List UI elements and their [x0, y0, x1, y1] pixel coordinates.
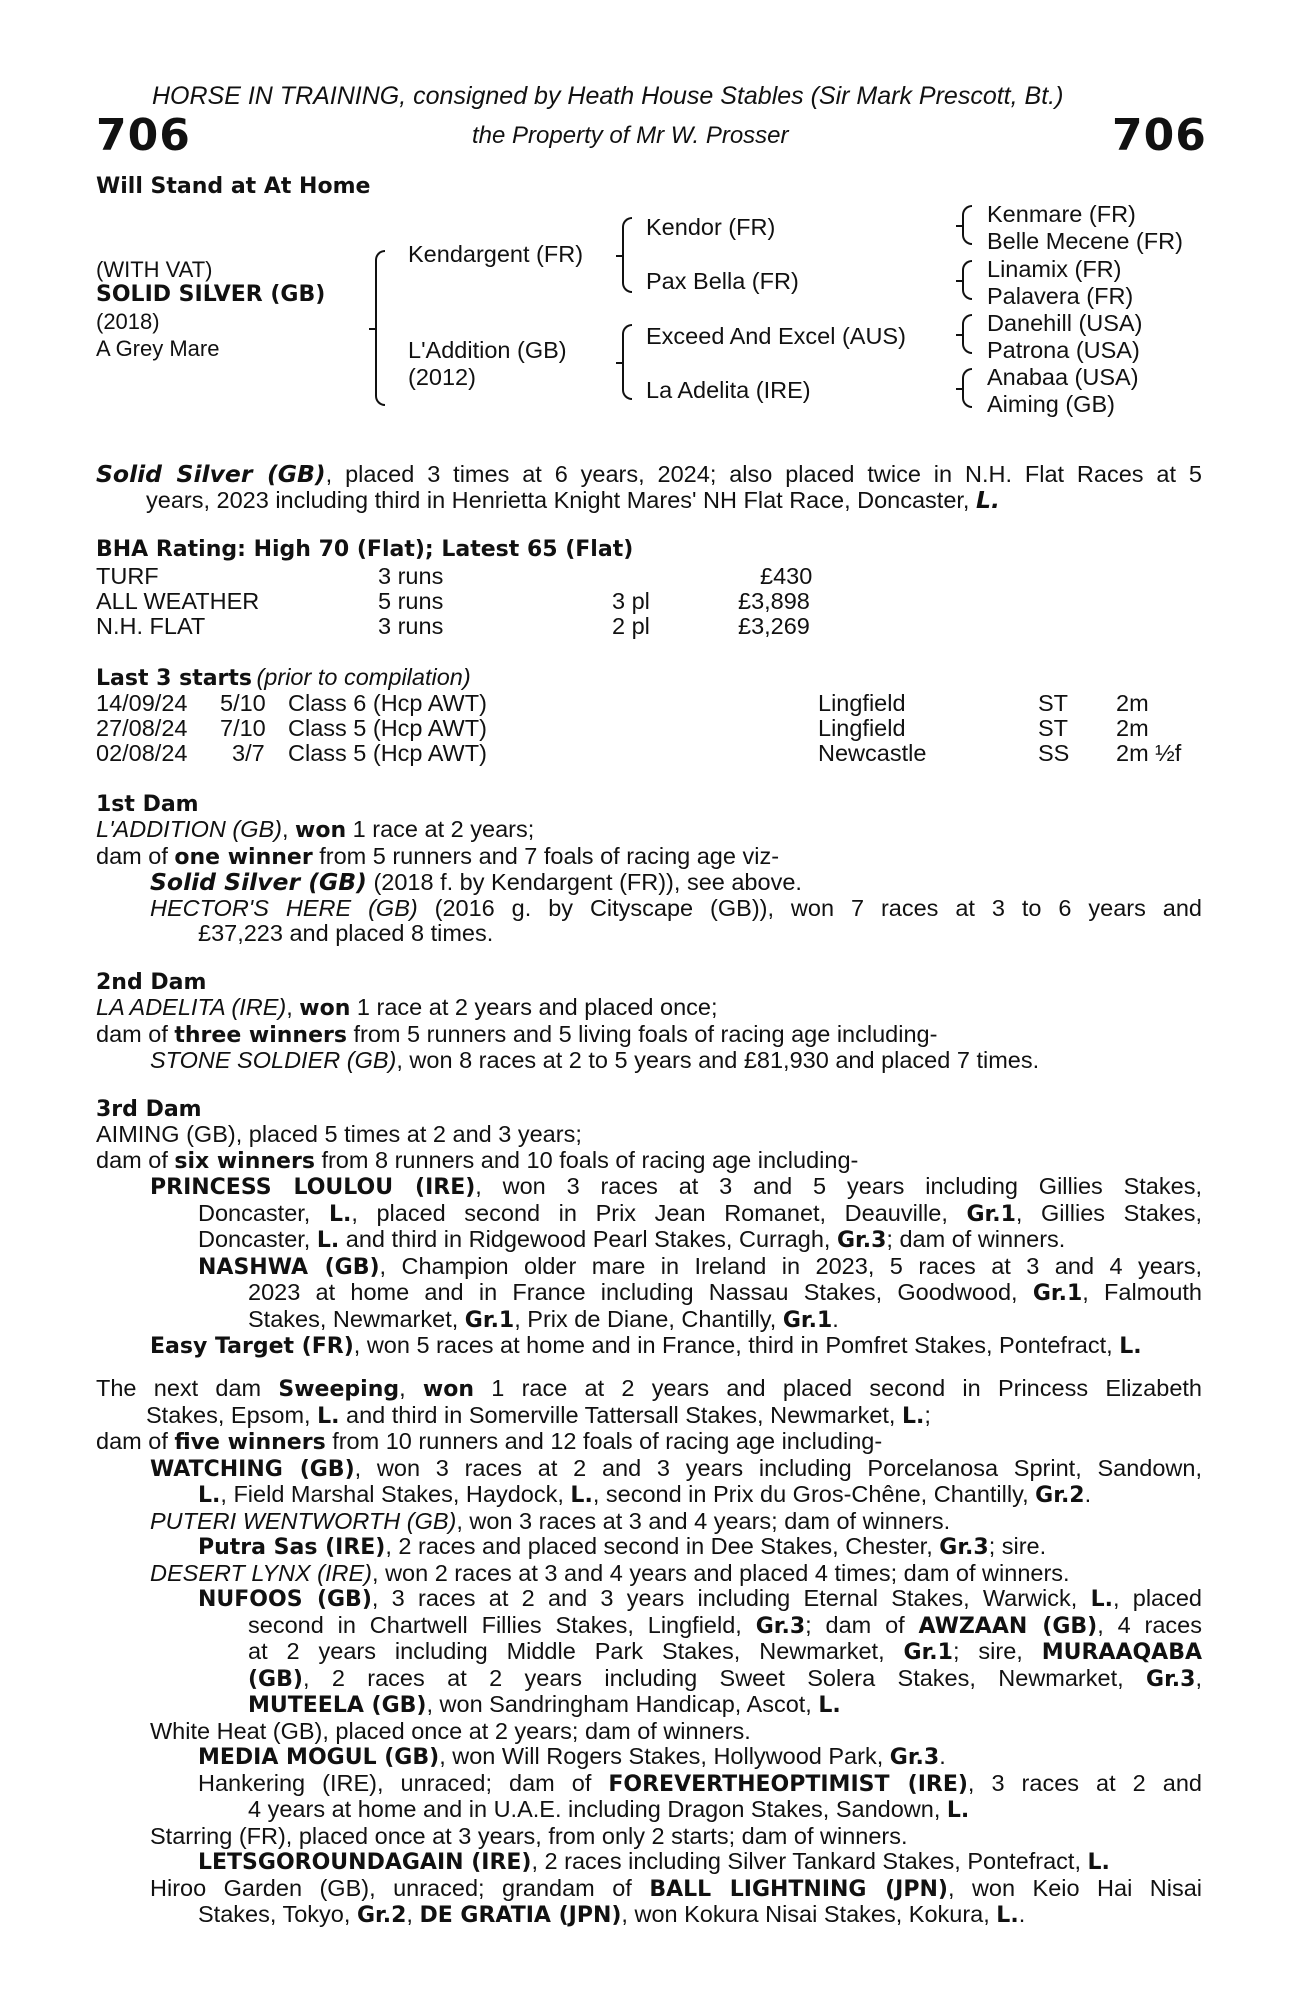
dam3-pl3c: and third in Ridgewood Pearl Stakes, Curragh, — [339, 1226, 837, 1252]
dam3-pl2e: , Gillies Stakes, — [1015, 1199, 1202, 1226]
starts-heading: Last 3 starts — [96, 666, 253, 691]
dam-year: (2012) — [408, 364, 476, 390]
next-nf2e: , 4 races — [1097, 1611, 1202, 1638]
next-wh: White Heat (GB), placed once at 2 years; dam of winners. — [150, 1717, 751, 1744]
gen3-1: Kenmare (FR) — [987, 201, 1136, 227]
dam2-l2c: from 5 runners and 5 living foals of racing age including- — [346, 1020, 938, 1047]
dam3-et-a: Easy Target (FR) — [150, 1334, 354, 1359]
next-nf3c: ; sire, — [952, 1638, 1042, 1664]
pedigree-brace — [375, 250, 385, 406]
next-nf1a: NUFOOS (GB) — [198, 1587, 372, 1612]
dam3-l2c: from 8 runners and 10 foals of racing age including- — [314, 1146, 859, 1173]
next-hk2a: 4 years at home and in U.A.E. including Dragon Stakes, Sandown, — [248, 1796, 947, 1822]
next-mm-b: , won Will Rogers Stakes, Hollywood Park, — [439, 1743, 890, 1769]
lot-number-left: 706 — [96, 110, 191, 161]
second-dam-heading: 2nd Dam — [96, 970, 207, 995]
next-w2e: Gr.2 — [1035, 1483, 1085, 1508]
gen3-8: Aiming (GB) — [987, 391, 1115, 417]
start-date: 14/09/24 — [96, 690, 188, 716]
dam3-pl3e: ; dam of winners. — [886, 1226, 1066, 1252]
dam-brace — [622, 324, 632, 400]
starts-note: (prior to compilation) — [256, 664, 471, 690]
start-course: Newcastle — [818, 740, 927, 766]
dam-sire: Exceed And Excel (AUS) — [646, 323, 906, 349]
dam3-pl2b: L. — [328, 1201, 352, 1227]
next-hg2b: Gr.2 — [356, 1903, 407, 1928]
dam3-pl3d: Gr.3 — [836, 1228, 887, 1253]
next-w2d: , second in Prix du Gros-Chêne, Chantilly, — [592, 1481, 1036, 1507]
bha-rating-heading: BHA Rating: High 70 (Flat); Latest 65 (Flat) — [96, 537, 634, 562]
dam3-nw3d: Gr.1 — [782, 1307, 833, 1333]
next-hg-b: BALL LIGHTNING (JPN) — [649, 1876, 948, 1902]
next-hk-a: Hankering (IRE), unraced; dam of — [198, 1769, 609, 1796]
next-w2a: L. — [198, 1483, 221, 1508]
next-l3c: from 10 runners and 12 foals of racing age including- — [325, 1428, 883, 1454]
summary-paragraph — [96, 462, 1202, 513]
first-dam-section — [96, 817, 1202, 947]
next-nf1d: , placed — [1112, 1585, 1202, 1611]
next-nf2d: AWZAAN (GB) — [918, 1613, 1098, 1639]
next-hk-b: FOREVERTHEOPTIMIST (IRE) — [608, 1771, 968, 1797]
dam1-l1b: , — [281, 816, 296, 842]
rating-placed: 2 pl — [612, 613, 650, 639]
start-race: Class 5 (Hcp AWT) — [288, 740, 487, 766]
next-hg-c: , won Keio Hai Nisai — [947, 1874, 1202, 1901]
dam3-pl3a: Doncaster, — [198, 1226, 317, 1252]
next-hk2b: L. — [946, 1798, 970, 1823]
rating-prize: £3,898 — [738, 588, 810, 614]
next-hk-c: , 3 races at 2 and — [967, 1769, 1202, 1796]
sire-dam: Pax Bella (FR) — [646, 268, 799, 294]
rating-surface: TURF — [96, 563, 159, 589]
rating-prize: £3,269 — [738, 613, 810, 639]
dam1-l4b: (2016 g. by Cityscape (GB)), won 7 races at 3 to 6 years and — [417, 894, 1202, 921]
next-dl-a: DESERT LYNX (IRE) — [150, 1559, 373, 1586]
summary-name: Solid Silver (GB) — [96, 460, 326, 488]
next-l1a: The next dam — [96, 1375, 279, 1401]
property-owner: the Property of Mr W. Prosser — [472, 122, 789, 149]
rating-surface: ALL WEATHER — [96, 588, 260, 614]
gen3-3: Linamix (FR) — [987, 256, 1122, 282]
dam3-l1: AIMING (GB), placed 5 times at 2 and 3 years; — [96, 1121, 582, 1147]
next-pw-b: , won 3 races at 3 and 4 years; dam of winners. — [456, 1507, 951, 1534]
next-ps-a: Putra Sas (IRE) — [198, 1535, 386, 1560]
start-position: 5/10 — [220, 690, 266, 716]
next-l2c: and third in Somerville Tattersall Stakes, Newmarket, — [339, 1401, 902, 1428]
next-mm-d: . — [939, 1743, 946, 1769]
next-dam-section — [96, 1376, 1202, 1929]
dam1-l3a: Solid Silver (GB) — [150, 868, 367, 896]
next-nf3d: MURAAQABA — [1041, 1640, 1203, 1665]
dam3-l2a: dam of — [96, 1146, 175, 1173]
sire-name: Kendargent (FR) — [408, 241, 584, 267]
next-hg-a: Hiroo Garden (GB), unraced; grandam of — [150, 1874, 650, 1901]
dam3-nw3e: . — [832, 1305, 839, 1332]
brace-g3-2 — [962, 260, 972, 300]
next-nf2c: ; dam of — [805, 1611, 919, 1638]
dam3-et-c: L. — [1119, 1334, 1142, 1359]
dam2-l2b: three winners — [174, 1022, 347, 1048]
first-dam-heading: 1st Dam — [96, 792, 199, 817]
start-distance: 2m — [1116, 715, 1149, 741]
dam3-nw2c: , Falmouth — [1082, 1279, 1202, 1305]
next-lg-c: L. — [1087, 1850, 1110, 1875]
next-hg2g: . — [1018, 1901, 1026, 1927]
rating-runs: 3 runs — [378, 563, 444, 589]
next-ps-d: ; sire. — [988, 1533, 1047, 1559]
next-l3b: five winners — [174, 1430, 326, 1455]
second-dam-section — [96, 995, 1202, 1074]
next-l1e: 1 race at 2 years and placed second in Princess Elizabeth — [474, 1375, 1202, 1401]
next-nf4d: , — [1195, 1664, 1202, 1691]
gen3-6: Patrona (USA) — [987, 337, 1140, 363]
dam1-l1a: L'ADDITION (GB) — [96, 816, 282, 842]
dam2-l3b: , won 8 races at 2 to 5 years and £81,930 and placed 7 times. — [396, 1047, 1040, 1073]
start-race: Class 6 (Hcp AWT) — [288, 690, 487, 716]
dam2-l1a: LA ADELITA (IRE) — [96, 994, 287, 1020]
start-date: 02/08/24 — [96, 740, 188, 766]
gen3-4: Palavera (FR) — [987, 283, 1134, 309]
start-going: ST — [1038, 715, 1069, 741]
dam3-nw3c: , Prix de Diane, Chantilly, — [514, 1305, 783, 1332]
next-nf4a: (GB) — [248, 1666, 303, 1692]
rating-placed: 3 pl — [612, 588, 650, 614]
sire-brace — [622, 217, 632, 293]
dam2-l1b: , — [286, 994, 300, 1020]
dam1-l1c: won — [295, 818, 347, 843]
dam1-l2b: one winner — [174, 844, 313, 870]
dam3-l2b: six winners — [174, 1148, 315, 1174]
brace-g3-3 — [962, 314, 972, 354]
dam-name: L'Addition (GB) — [408, 337, 567, 363]
dam1-l2c: from 5 runners and 7 foals of racing age viz- — [312, 842, 780, 869]
dam3-pl2c: , placed second in Prix Jean Romanet, Deauville, — [351, 1199, 967, 1226]
next-hg2a: Stakes, Tokyo, — [198, 1901, 357, 1927]
next-hg2e: , won Kokura Nisai Stakes, Kokura, — [621, 1901, 997, 1927]
third-dam-heading: 3rd Dam — [96, 1097, 202, 1122]
gen3-5: Danehill (USA) — [987, 310, 1143, 336]
horse-year: (2018) — [96, 309, 160, 334]
start-distance: 2m ½f — [1116, 740, 1182, 766]
third-dam-section — [96, 1122, 1202, 1360]
start-going: ST — [1038, 690, 1069, 716]
next-mm-c: Gr.3 — [889, 1745, 940, 1770]
dam3-pl2a: Doncaster, — [198, 1199, 329, 1226]
stand-note: Will Stand at At Home — [96, 174, 371, 199]
next-nf4c: Gr.3 — [1146, 1666, 1196, 1692]
next-nf5c: L. — [818, 1693, 841, 1718]
dam2-l1d: 1 race at 2 years and placed once; — [350, 994, 718, 1020]
dam2-l1c: won — [299, 996, 351, 1021]
next-nf4b: , 2 races at 2 years including Sweet Solera Stakes, Newmarket, — [302, 1664, 1147, 1691]
next-ps-c: Gr.3 — [939, 1535, 989, 1560]
rating-surface: N.H. FLAT — [96, 613, 206, 639]
summary-line1-rest: , placed 3 times at 6 years, 2024; also placed twice in N.H. Flat Races at 5 — [325, 461, 1202, 487]
last-starts-heading — [96, 664, 471, 691]
next-w1b: , won 3 races at 2 and 3 years including Porcelanosa Sprint, Sandown, — [354, 1454, 1202, 1481]
summary-line2: years, 2023 including third in Henrietta Knight Mares' NH Flat Race, Doncaster, — [146, 486, 976, 513]
next-l1d: won — [422, 1377, 474, 1402]
dam1-l2a: dam of — [96, 842, 175, 869]
next-lg-b: , 2 races including Silver Tankard Stakes, Pontefract, — [531, 1848, 1088, 1874]
start-going: SS — [1038, 740, 1070, 766]
dam3-nw2: 2023 at home and in France including Nassau Stakes, Goodwood, — [248, 1279, 1033, 1305]
next-l2a: Stakes, Epsom, — [146, 1401, 318, 1428]
sire-sire: Kendor (FR) — [646, 214, 776, 240]
start-date: 27/08/24 — [96, 715, 188, 741]
next-st: Starring (FR), placed once at 3 years, from only 2 starts; dam of winners. — [150, 1822, 908, 1849]
dam1-l3b: (2018 f. by Kendargent (FR)), see above. — [366, 869, 802, 895]
next-l1c: , — [399, 1375, 423, 1401]
next-dl-b: , won 2 races at 3 and 4 years and placed 4 times; dam of winners. — [372, 1559, 1070, 1586]
start-distance: 2m — [1116, 690, 1149, 716]
consignment-title: HORSE IN TRAINING, consigned by Heath House Stables (Sir Mark Prescott, Bt.) — [152, 82, 1064, 110]
next-hg2d: DE GRATIA (JPN) — [419, 1903, 622, 1928]
dam2-l3a: STONE SOLDIER (GB) — [150, 1047, 397, 1073]
start-course: Lingfield — [818, 715, 906, 741]
next-nf1b: , 3 races at 2 and 3 years including Eternal Stakes, Warwick, — [371, 1585, 1091, 1611]
start-course: Lingfield — [818, 690, 906, 716]
next-ps-b: , 2 races and placed second in Dee Stakes, Chester, — [385, 1533, 940, 1559]
brace-g3-4 — [962, 368, 972, 408]
dam3-pl3b: L. — [316, 1228, 340, 1253]
dam3-nw-a: NASHWA (GB) — [198, 1254, 380, 1280]
vat-note: (WITH VAT) — [96, 257, 213, 282]
lot-number-right: 706 — [1112, 110, 1207, 161]
summary-line2-end: L. — [976, 485, 1000, 514]
dam3-nw2b: Gr.1 — [1032, 1281, 1083, 1306]
dam3-nw-b: , Champion older mare in Ireland in 2023, 5 races at 3 and 4 years, — [379, 1252, 1202, 1279]
next-nf5a: MUTEELA (GB) — [248, 1693, 427, 1718]
dam3-et-b: , won 5 races at home and in France, third in Pomfret Stakes, Pontefract, — [353, 1332, 1120, 1358]
next-l3a: dam of — [96, 1428, 175, 1454]
next-nf2a: second in Chartwell Fillies Stakes, Lingfield, — [248, 1611, 756, 1638]
dam3-pl-a: PRINCESS LOULOU (IRE) — [150, 1175, 476, 1200]
rating-prize: £430 — [760, 563, 813, 589]
next-w2b: , Field Marshal Stakes, Haydock, — [220, 1481, 571, 1507]
next-nf3b: Gr.1 — [903, 1640, 953, 1665]
dam-dam: La Adelita (IRE) — [646, 377, 811, 403]
next-mm-a: MEDIA MOGUL (GB) — [198, 1745, 440, 1770]
next-l2b: L. — [317, 1403, 340, 1429]
start-position: 3/7 — [232, 740, 265, 766]
next-nf2b: Gr.3 — [755, 1613, 806, 1639]
rating-runs: 3 runs — [378, 613, 444, 639]
next-w2c: L. — [570, 1483, 593, 1508]
dam3-pl2d: Gr.1 — [966, 1201, 1016, 1227]
next-l2e: ; — [924, 1401, 931, 1428]
gen3-2: Belle Mecene (FR) — [987, 228, 1183, 254]
next-nf1c: L. — [1090, 1587, 1113, 1612]
start-position: 7/10 — [220, 715, 266, 741]
brace-g3-1 — [962, 205, 972, 245]
dam2-l2a: dam of — [96, 1020, 175, 1047]
dam3-nw3b: Gr.1 — [464, 1307, 515, 1333]
rating-runs: 5 runs — [378, 588, 444, 614]
next-nf3a: at 2 years including Middle Park Stakes, Newmarket, — [248, 1638, 904, 1664]
next-l2d: L. — [902, 1403, 925, 1429]
next-pw-a: PUTERI WENTWORTH (GB) — [150, 1507, 457, 1534]
dam1-l1d: 1 race at 2 years; — [346, 816, 535, 842]
horse-name: SOLID SILVER (GB) — [96, 282, 326, 307]
next-hg2f: L. — [996, 1903, 1019, 1928]
next-nf5b: , won Sandringham Handicap, Ascot, — [426, 1691, 819, 1717]
next-lg-a: LETSGOROUNDAGAIN (IRE) — [198, 1850, 532, 1875]
next-w1a: WATCHING (GB) — [150, 1456, 355, 1482]
gen3-7: Anabaa (USA) — [987, 364, 1139, 390]
next-hg2c: , — [406, 1901, 420, 1927]
dam3-pl-b: , won 3 races at 3 and 5 years including Gillies Stakes, — [475, 1173, 1202, 1199]
start-race: Class 5 (Hcp AWT) — [288, 715, 487, 741]
next-l1b: Sweeping — [278, 1377, 400, 1402]
dam3-nw3a: Stakes, Newmarket, — [248, 1305, 465, 1332]
dam1-l4a: HECTOR'S HERE (GB) — [150, 894, 418, 921]
next-w2f: . — [1084, 1481, 1092, 1507]
dam1-l5: £37,223 and placed 8 times. — [198, 920, 494, 946]
horse-description: A Grey Mare — [96, 336, 220, 361]
